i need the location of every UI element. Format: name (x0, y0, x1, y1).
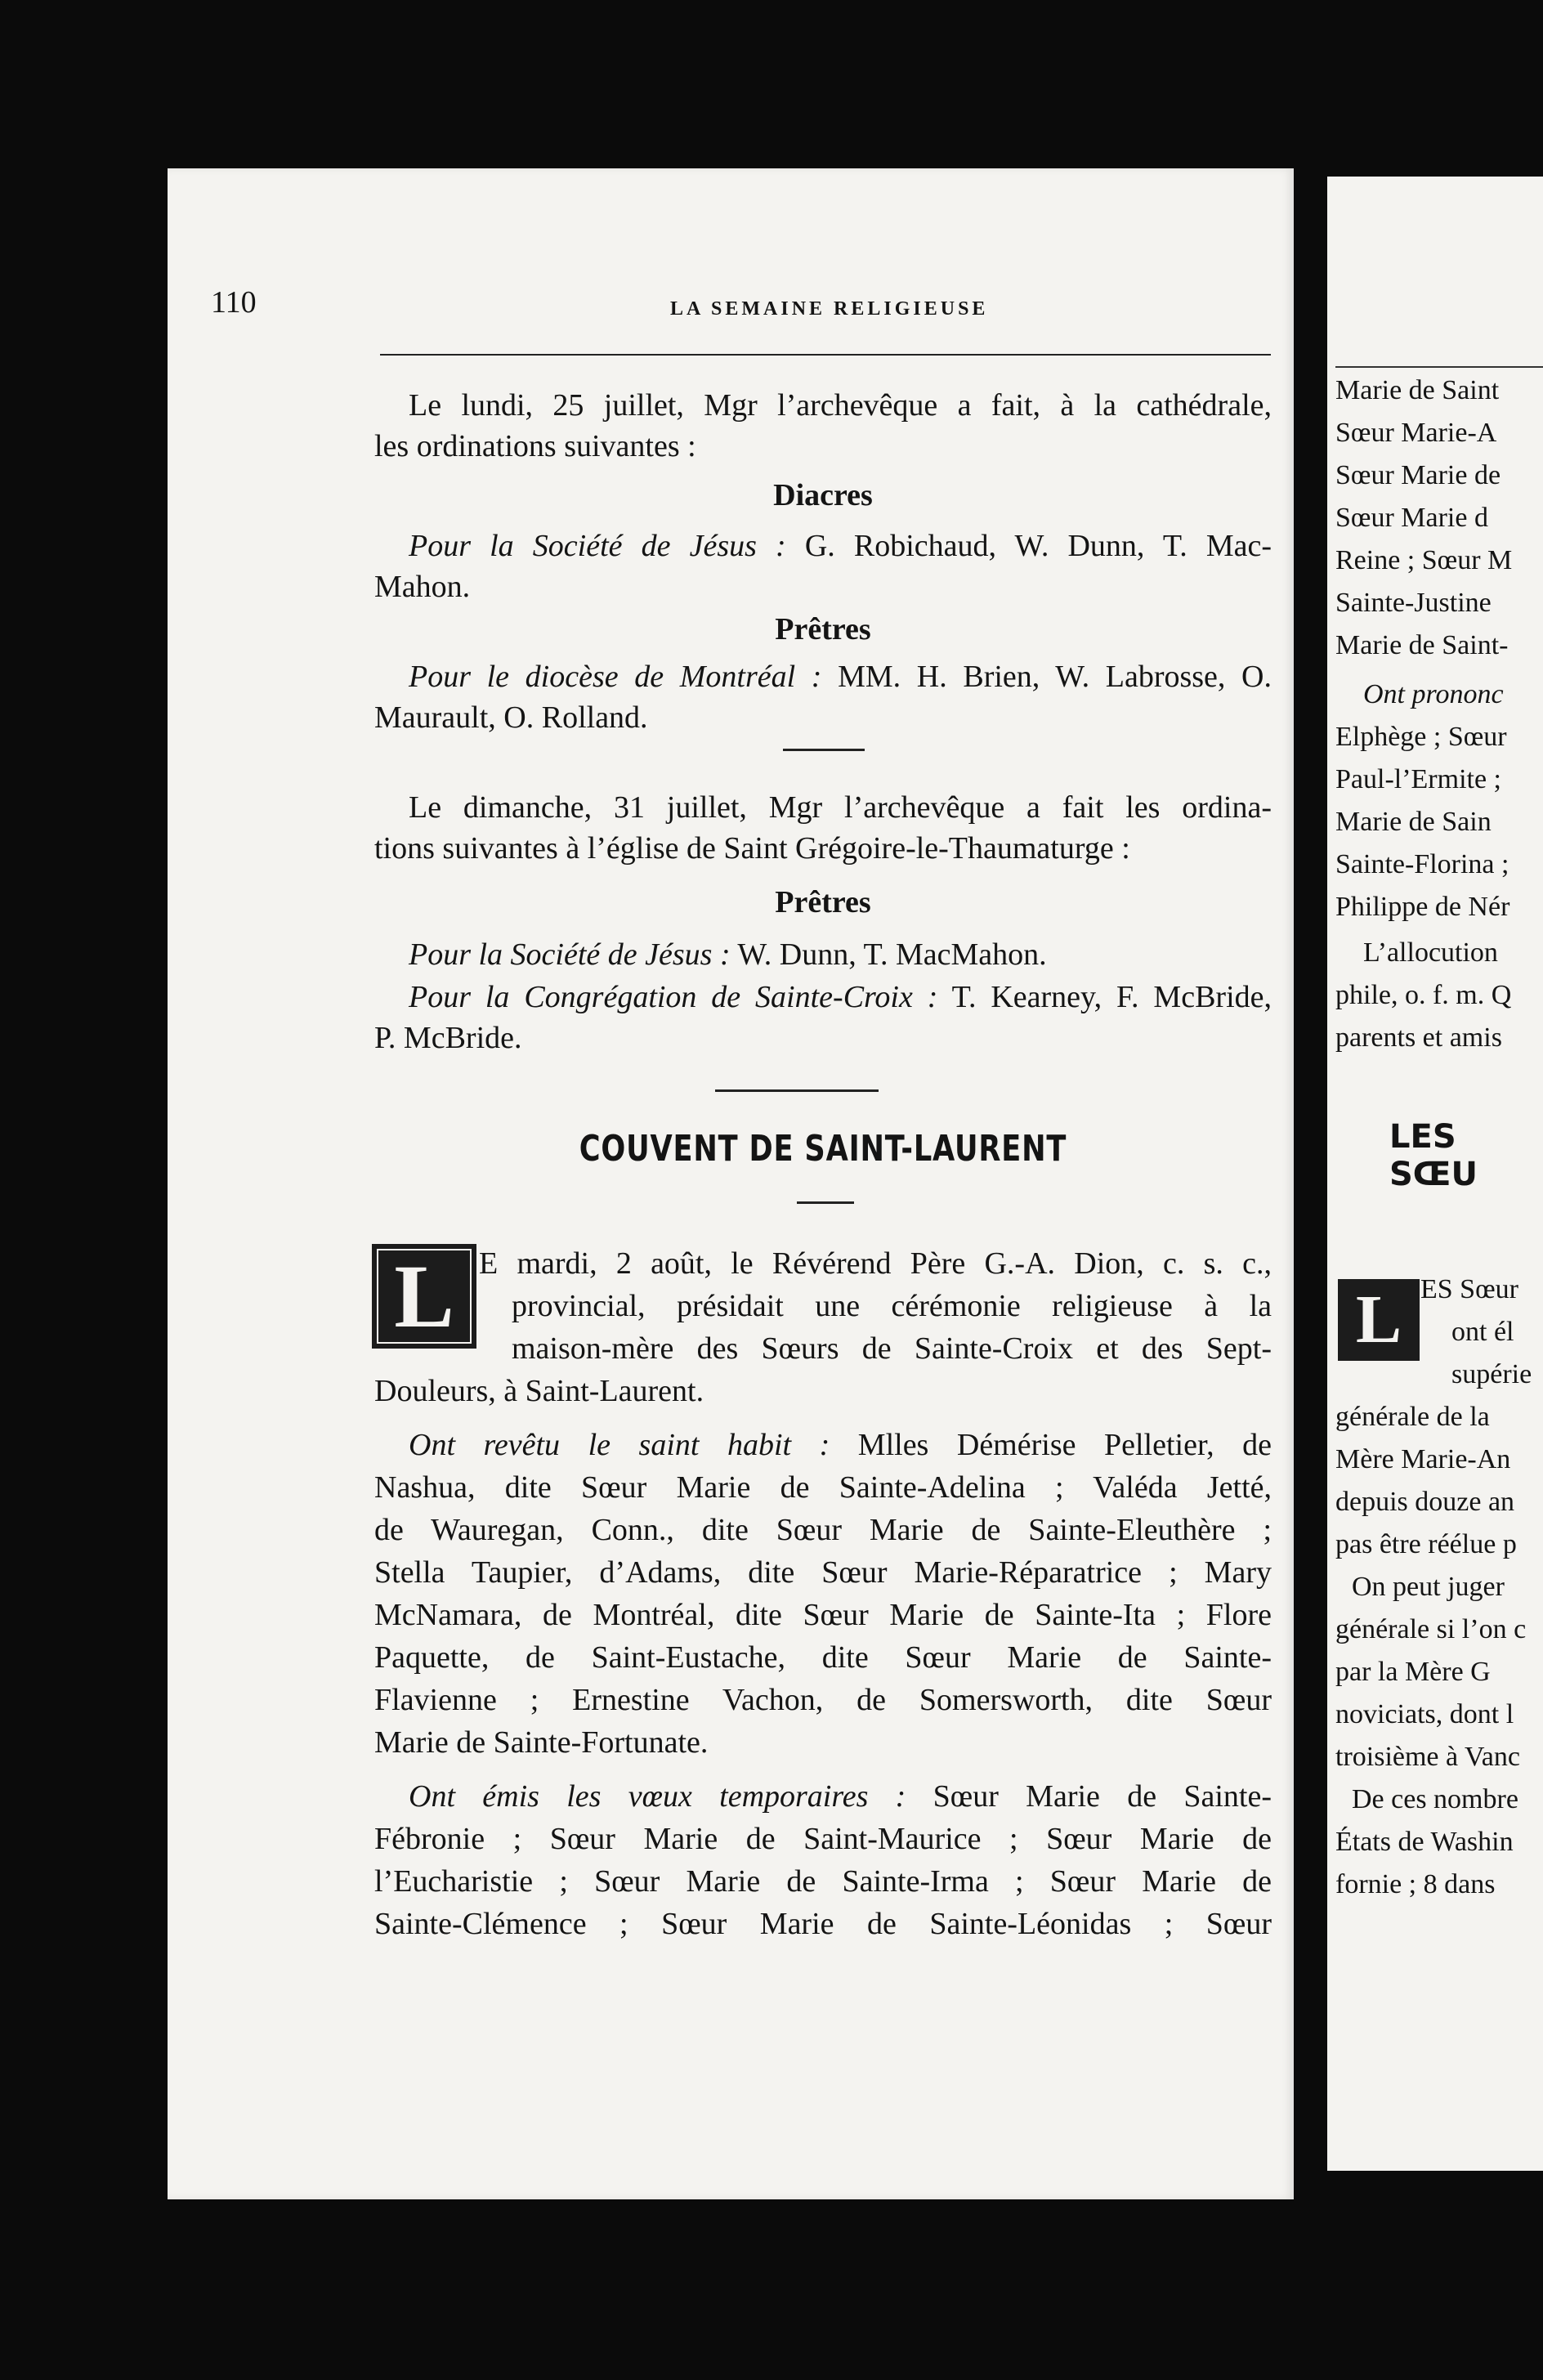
text-line: Stella Taupier, d’Adams, dite Sœur Marie-Réparatrice ; Mary (374, 1555, 1272, 1590)
text-line: Reine ; Sœur M (1335, 545, 1513, 575)
text-line: États de Washin (1335, 1827, 1514, 1857)
right-dropcap-letter: L (1338, 1279, 1420, 1361)
text-line: Ont prononc (1363, 679, 1504, 709)
text-line: Mahon. (374, 570, 471, 604)
text-line: P. McBride. (374, 1021, 522, 1055)
text-line: Pour la Société de Jésus : W. Dunn, T. MacMahon. (409, 937, 1047, 972)
text-line: maison-mère des Sœurs de Sainte-Croix et des Sept- (512, 1331, 1272, 1366)
text-line: Pour la Société de Jésus : G. Robichaud, W. Dunn, T. Mac- (409, 529, 1272, 563)
right-section-title: LES SŒU (1389, 1118, 1478, 1193)
text-line: Paquette, de Saint-Eustache, dite Sœur Marie de Sainte- (374, 1640, 1272, 1675)
text-line: l’Eucharistie ; Sœur Marie de Sainte-Irma ; Sœur Marie de (374, 1864, 1272, 1899)
text-line: Pour la Congrégation de Sainte-Croix : T. Kearney, F. McBride, (409, 980, 1272, 1014)
text-line: Mère Marie-An (1335, 1444, 1511, 1474)
text-line: depuis douze an (1335, 1487, 1515, 1517)
text-line: On peut juger (1352, 1572, 1505, 1602)
text-line: Nashua, dite Sœur Marie de Sainte-Adelina ; Valéda Jetté, (374, 1470, 1272, 1505)
section-title: COUVENT DE SAINT-LAURENT (579, 1128, 1067, 1170)
text-line: Marie de Saint (1335, 375, 1500, 405)
page-number: 110 (211, 285, 257, 320)
text-line: Le dimanche, 31 juillet, Mgr l’archevêque a fait les ordina- (409, 790, 1272, 825)
text-line: Marie de Saint- (1335, 630, 1509, 660)
text-line: supérie (1451, 1359, 1532, 1389)
text-line: De ces nombre (1352, 1784, 1518, 1814)
text-line: troisième à Vanc (1335, 1742, 1520, 1772)
text-line: Sœur Marie de (1335, 460, 1501, 490)
text-line: Sœur Marie-A (1335, 418, 1497, 448)
text-line: Elphège ; Sœur (1335, 722, 1507, 752)
text-line: par la Mère G (1335, 1657, 1491, 1687)
text-line: ont él (1451, 1317, 1514, 1347)
dropcap-letter: L (372, 1244, 476, 1349)
text-line: tions suivantes à l’église de Saint Grégoire-le-Thaumaturge : (374, 831, 1130, 866)
text-line: générale si l’on c (1335, 1614, 1527, 1644)
text-line: Pour le diocèse de Montréal : MM. H. Brien, W. Labrosse, O. (409, 660, 1272, 694)
text-line: L’allocution (1363, 937, 1498, 968)
header-rule (380, 354, 1271, 356)
right-header-rule (1335, 366, 1543, 368)
text-line: ES Sœur (1420, 1274, 1518, 1304)
text-line: Marie de Sainte-Fortunate. (374, 1725, 709, 1760)
separator-rule (783, 749, 865, 751)
ordination-heading: Prêtres (775, 885, 871, 919)
ordination-heading: Diacres (773, 478, 873, 512)
text-line: Flavienne ; Ernestine Vachon, de Somersworth, dite Sœur (374, 1683, 1272, 1717)
text-line: provincial, présidait une cérémonie religieuse à la (512, 1289, 1272, 1323)
text-line: Ont revêtu le saint habit : Mlles Démérise Pelletier, de (409, 1428, 1272, 1462)
section-separator (797, 1201, 854, 1204)
text-line: Douleurs, à Saint-Laurent. (374, 1374, 704, 1408)
text-line: noviciats, dont l (1335, 1699, 1514, 1729)
text-line: McNamara, de Montréal, dite Sœur Marie de Sainte-Ita ; Flore (374, 1598, 1272, 1632)
text-line: Le lundi, 25 juillet, Mgr l’archevêque a fait, à la cathédrale, (409, 388, 1272, 423)
text-line: Sœur Marie d (1335, 503, 1488, 533)
text-line: Fébronie ; Sœur Marie de Saint-Maurice ; Sœur Marie de (374, 1822, 1272, 1856)
text-line: parents et amis (1335, 1022, 1502, 1053)
text-line: Ont émis les vœux temporaires : Sœur Marie de Sainte- (409, 1779, 1272, 1814)
text-line: Paul-l’Ermite ; (1335, 764, 1502, 794)
text-line: pas être réélue p (1335, 1529, 1517, 1559)
text-line: Sainte-Justine (1335, 588, 1492, 618)
text-line: fornie ; 8 dans (1335, 1869, 1496, 1899)
separator-rule (715, 1089, 879, 1092)
text-line: de Wauregan, Conn., dite Sœur Marie de Sainte-Eleuthère ; (374, 1513, 1272, 1547)
text-line: E mardi, 2 août, le Révérend Père G.-A. Dion, c. s. c., (479, 1246, 1272, 1281)
ordination-heading: Prêtres (775, 612, 871, 646)
text-line: Philippe de Nér (1335, 892, 1510, 922)
text-line: Marie de Sain (1335, 807, 1492, 837)
text-line: les ordinations suivantes : (374, 429, 696, 463)
text-line: phile, o. f. m. Q (1335, 980, 1512, 1010)
text-line: Sainte-Florina ; (1335, 849, 1509, 879)
text-line: Sainte-Clémence ; Sœur Marie de Sainte-Léonidas ; Sœur (374, 1907, 1272, 1941)
text-line: générale de la (1335, 1402, 1490, 1432)
running-title: LA SEMAINE RELIGIEUSE (670, 298, 989, 320)
text-line: Maurault, O. Rolland. (374, 700, 648, 735)
